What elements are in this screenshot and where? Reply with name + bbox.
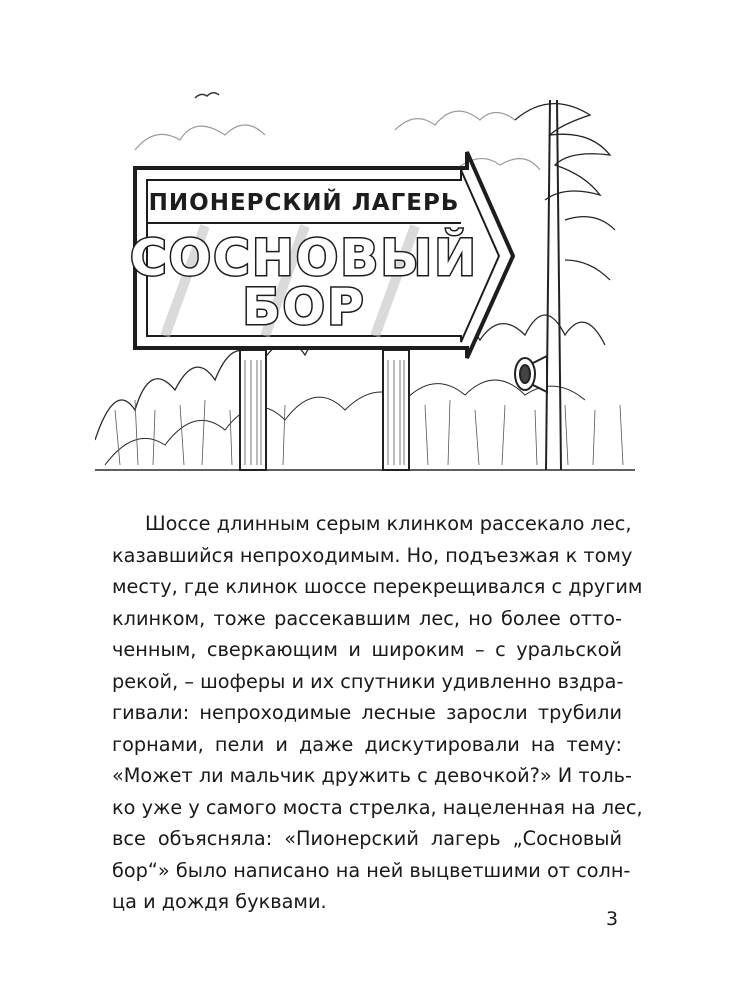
page-number: 3 [606,908,619,930]
clouds-sketch [135,111,540,170]
text-line: месту, где клинок шоссе перекрещивался с другим [112,575,643,598]
sign-name-text-line1: СОСНОВЫЙ [129,229,479,287]
text-line: ца и дождя буквами. [112,890,327,913]
text-line: клинком, тоже рассекавшим лес, но более отто- [112,606,622,630]
bird-icon [195,93,219,98]
sign-name-text-line2: БОР [242,278,366,336]
loudspeaker-icon [515,356,547,392]
body-paragraph [112,508,643,918]
text-line: ченным, сверкающим и широким – с уральской [112,638,622,661]
text-line: казавшийся непроходимым. Но, подъезжая к тому [112,543,633,567]
text-line: ко уже у самого моста стрелка, нацеленная на лес, [112,795,643,819]
sign-posts [240,350,409,470]
text-line: горнами, пели и даже дискутировали на тему: [112,732,622,756]
text-line: рекой, – шоферы и их спутники удивленно вздра- [112,669,624,693]
text-line: гивали: непроходимые лесные заросли трубили [112,701,622,724]
arrow-sign [130,152,513,358]
text-line: бор“» было написано на ней выцветшими от солн- [112,858,631,882]
pine-tree-sketch [515,100,615,470]
sign-illustration [95,60,635,480]
text-line: все объясняла: «Пионерский лагерь „Сосновый [112,827,622,850]
text-line: Шоссе длинным серым клинком рассекало лес, [145,512,632,535]
text-line: «Может ли мальчик дружить с девочкой?» И толь- [112,764,632,787]
sign-title-text: ПИОНЕРСКИЙ ЛАГЕРЬ [148,190,460,216]
